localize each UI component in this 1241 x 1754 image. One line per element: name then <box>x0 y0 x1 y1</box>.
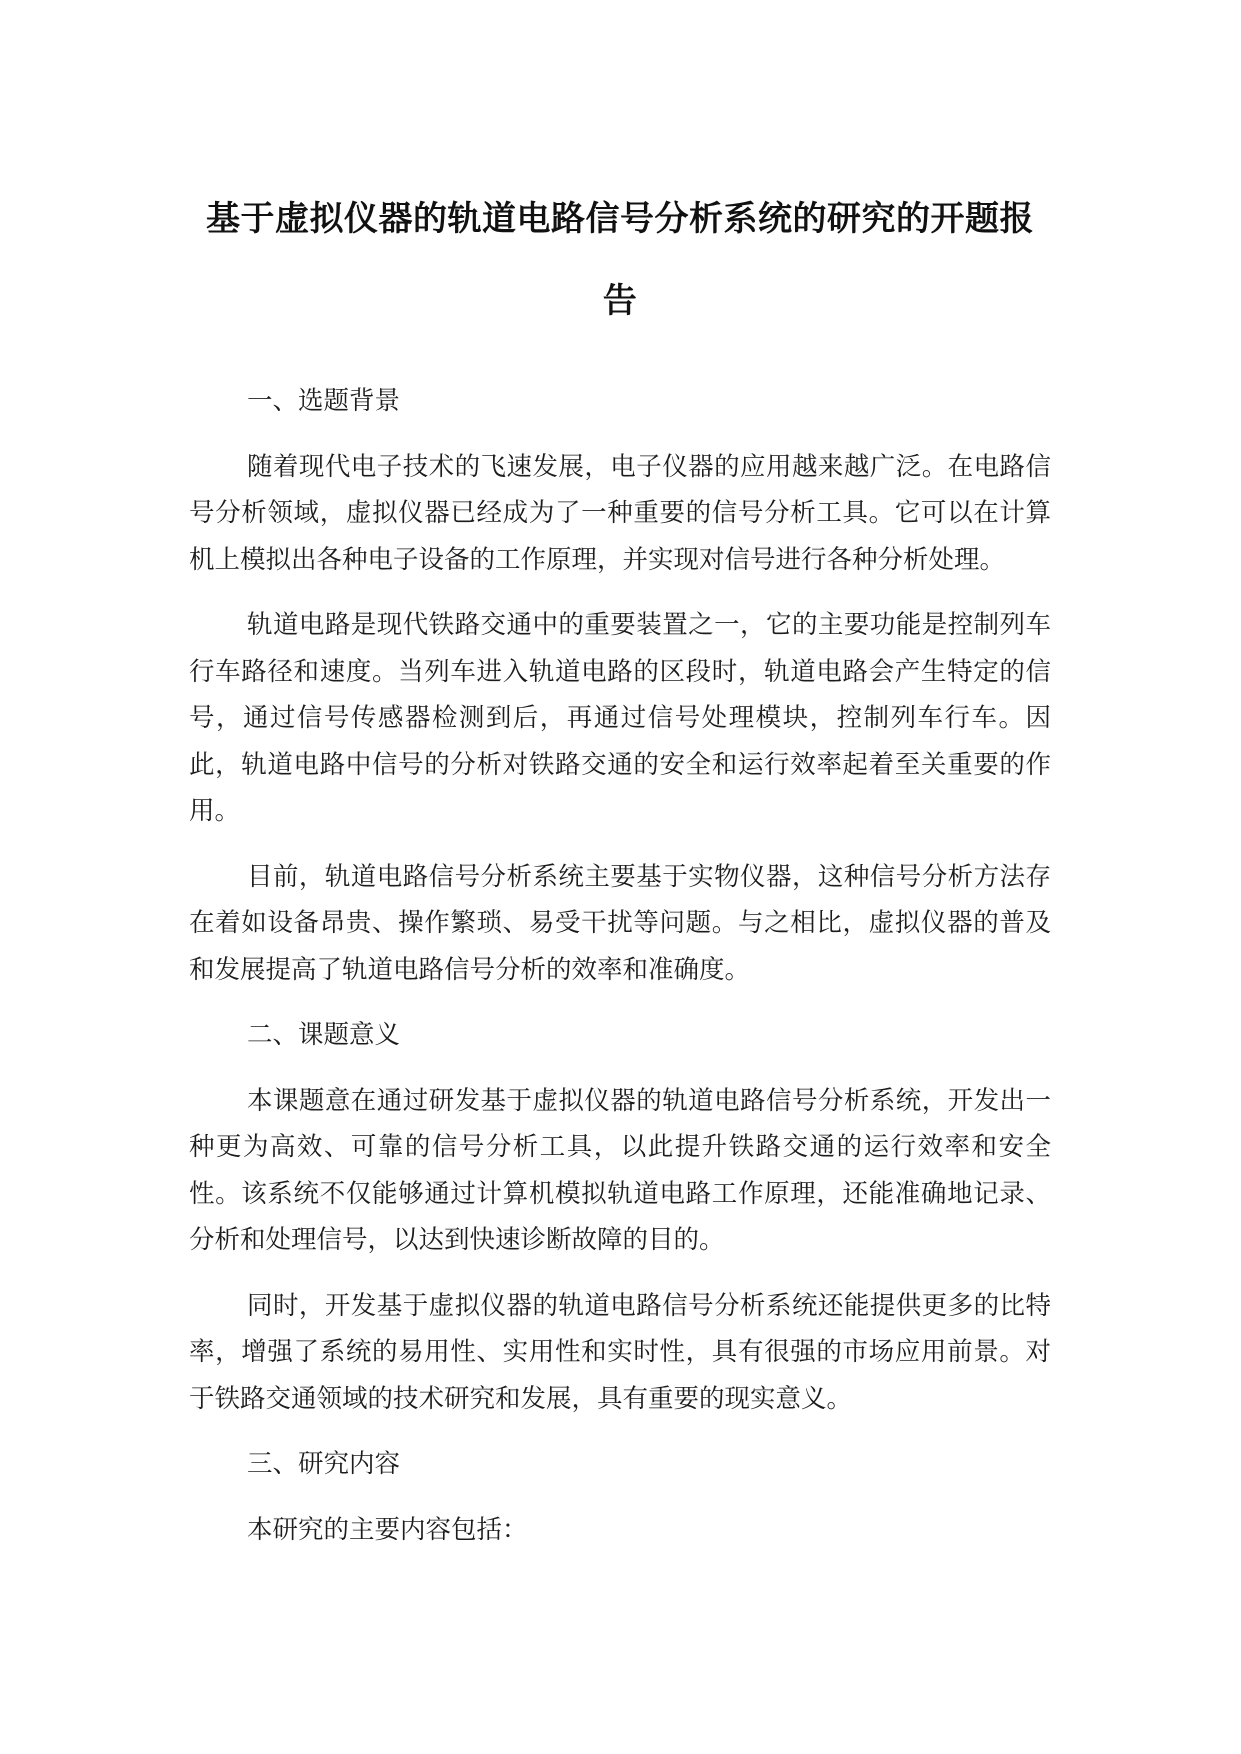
document-title: 基于虚拟仪器的轨道电路信号分析系统的研究的开题报告 <box>206 199 1034 321</box>
section-heading-significance: 二、课题意义 <box>247 1020 401 1050</box>
paragraph: 随着现代电子技术的飞速发展，电子仪器的应用越来越广泛。在电路信号分析领域，虚拟仪器已经成为了一种重要的信号分析工具。它可以在计算机上模拟出各种电子设备的工作原理，并实现对信号进行各种分析处理。 <box>189 451 1051 575</box>
section-heading-background: 一、选题背景 <box>247 386 401 416</box>
document-body <box>189 378 1051 1572</box>
paragraph: 本课题意在通过研发基于虚拟仪器的轨道电路信号分析系统，开发出一种更为高效、可靠的信号分析工具，以此提升铁路交通的运行效率和安全性。该系统不仅能够通过计算机模拟轨道电路工作原理，还能准确地记录、分析和处理信号，以达到快速诊断故障的目的。 <box>189 1085 1051 1255</box>
section-heading-content: 三、研究内容 <box>247 1449 401 1479</box>
paragraph: 目前，轨道电路信号分析系统主要基于实物仪器，这种信号分析方法存在着如设备昂贵、操作繁琐、易受干扰等问题。与之相比，虚拟仪器的普及和发展提高了轨道电路信号分析的效率和准确度。 <box>189 861 1051 985</box>
paragraph: 轨道电路是现代铁路交通中的重要装置之一，它的主要功能是控制列车行车路径和速度。当列车进入轨道电路的区段时，轨道电路会产生特定的信号，通过信号传感器检测到后，再通过信号处理模块，控制列车行车。因此，轨道电路中信号的分析对铁路交通的安全和运行效率起着至关重要的作用。 <box>189 610 1051 826</box>
paragraph: 本研究的主要内容包括： <box>247 1514 528 1545</box>
paragraph: 同时，开发基于虚拟仪器的轨道电路信号分析系统还能提供更多的比特率，增强了系统的易用性、实用性和实时性，具有很强的市场应用前景。对于铁路交通领域的技术研究和发展，具有重要的现实意义。 <box>189 1290 1051 1414</box>
